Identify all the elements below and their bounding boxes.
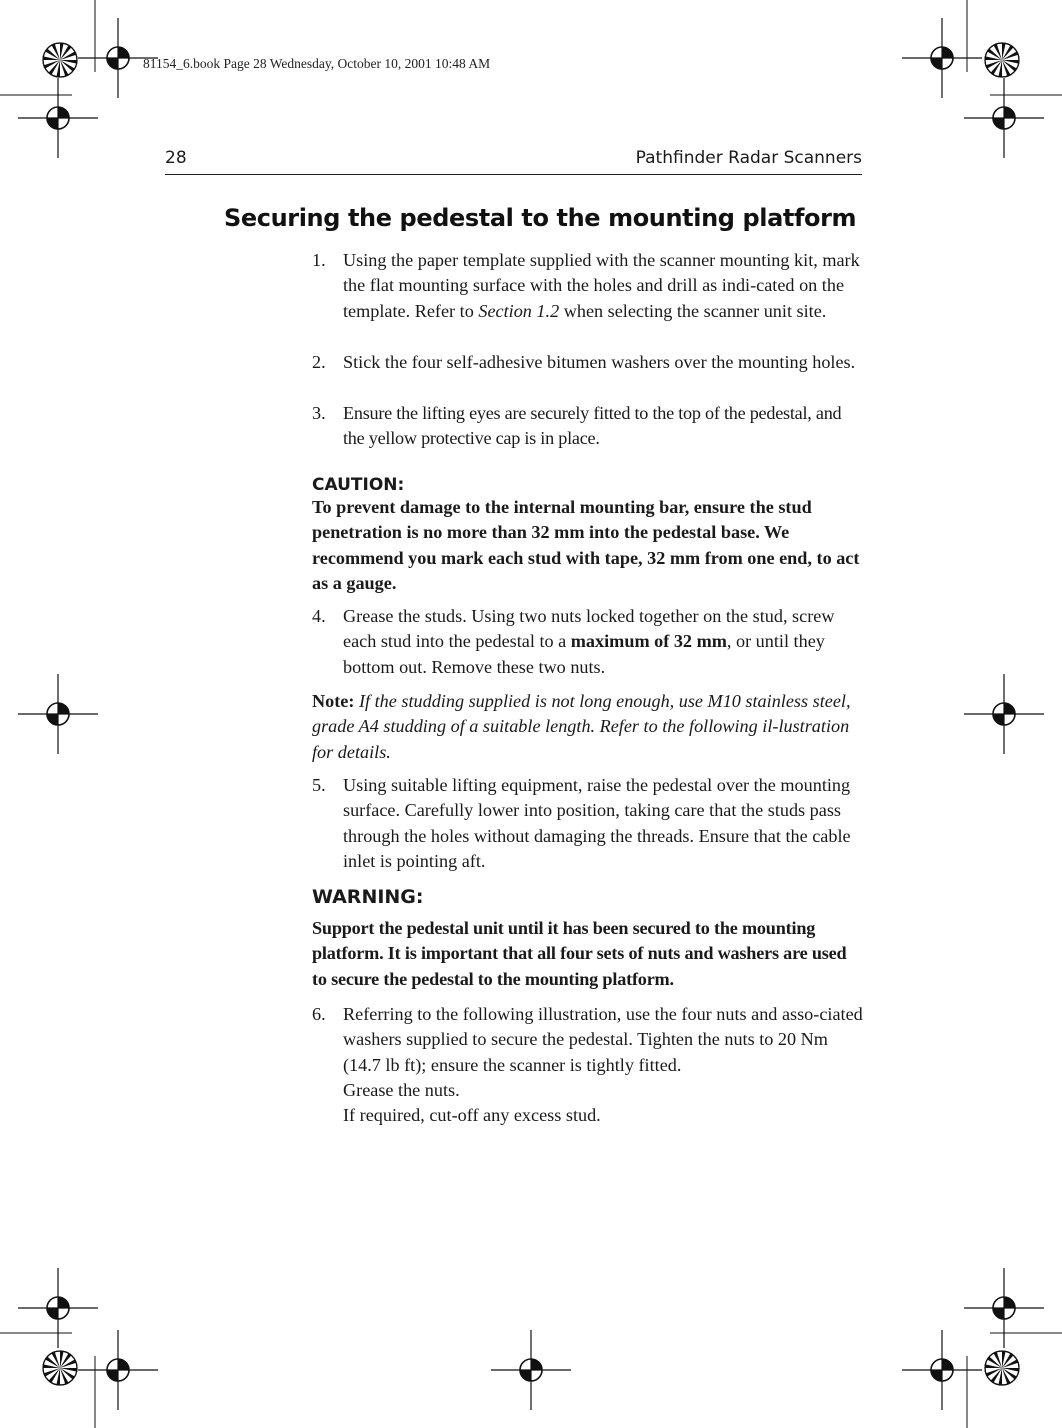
step-text: Stick the four self-adhesive bitumen washers over the mounting holes. [343,352,856,372]
step-number: 6. [312,1004,326,1024]
step-number: 3. [312,403,326,423]
step-text-part: Grease the studs. Using two nuts locked together on the stud, screw each stud into the pedestal to a [343,606,835,652]
step-text-part: when selecting the scanner unit site. [559,300,827,321]
step-text-part: Using the paper template supplied with the scanner mounting kit, mark the flat mounting surface with the holes and drill as indi-cated on the template. Refer to [343,250,860,321]
step-text [343,1002,864,1128]
step-text-line: Grease the nuts. [343,1079,460,1100]
note [312,689,864,765]
step-1 [312,248,864,324]
step-2 [312,350,864,375]
emphasis: maximum of 32 mm [570,631,727,652]
step-text-part: , or until they bottom out. Remove these two nuts. [343,631,825,677]
step-4 [312,604,864,680]
caution-text: To prevent damage to the internal mounting bar, ensure the stud penetration is no more than 32 mm into the pedestal base. We recommend you mark each stud with tape, 32 mm from one end, to act as a gauge. [312,497,860,593]
page-number: 28 [165,148,187,168]
note-label: Note: [312,691,355,711]
printer-slug: 81154_6.book Page 28 Wednesday, October 10, 2001 10:48 AM [143,56,491,71]
step-number: 2. [312,352,326,372]
step-text: Ensure the lifting eyes are securely fitted to the top of the pedestal, and the yellow protective cap is in place. [343,403,842,449]
step-number: 4. [312,606,326,626]
section-title: Securing the pedestal to the mounting platform [224,204,857,232]
step-text-line: Referring to the following illustration, use the four nuts and asso-ciated washers supplied to secure the pedestal. Tighten the nuts to 20 Nm (14.7 lb ft); ensure the scanner is tightly fitted. [343,1004,863,1075]
running-header [165,148,862,175]
step-number: 1. [312,250,326,270]
step-5 [312,773,864,874]
running-title: Pathfinder Radar Scanners [635,148,862,168]
note-text: If the studding supplied is not long enough, use M10 stainless steel, grade A4 studding of a suitable length. Refer to the following il-lustration for details. [312,691,851,762]
warning-label: WARNING: [312,886,424,908]
warning-text: Support the pedestal unit until it has been secured to the mounting platform. It is important that all four sets of nuts and washers are used to secure the pedestal to the mounting platform. [312,918,847,989]
step-6 [312,1002,864,1128]
step-3 [312,401,864,452]
step-text [343,604,864,680]
step-number: 5. [312,775,326,795]
step-text-line: If required, cut-off any excess stud. [343,1105,601,1126]
step-text [343,248,864,324]
step-text: Using suitable lifting equipment, raise the pedestal over the mounting surface. Carefully lower into position, taking care that the studs pass through the holes without damaging the threads. Ensure that the cable inlet is pointing aft. [343,775,851,871]
section-reference: Section 1.2 [478,300,560,321]
caution-label: CAUTION: [312,475,405,495]
